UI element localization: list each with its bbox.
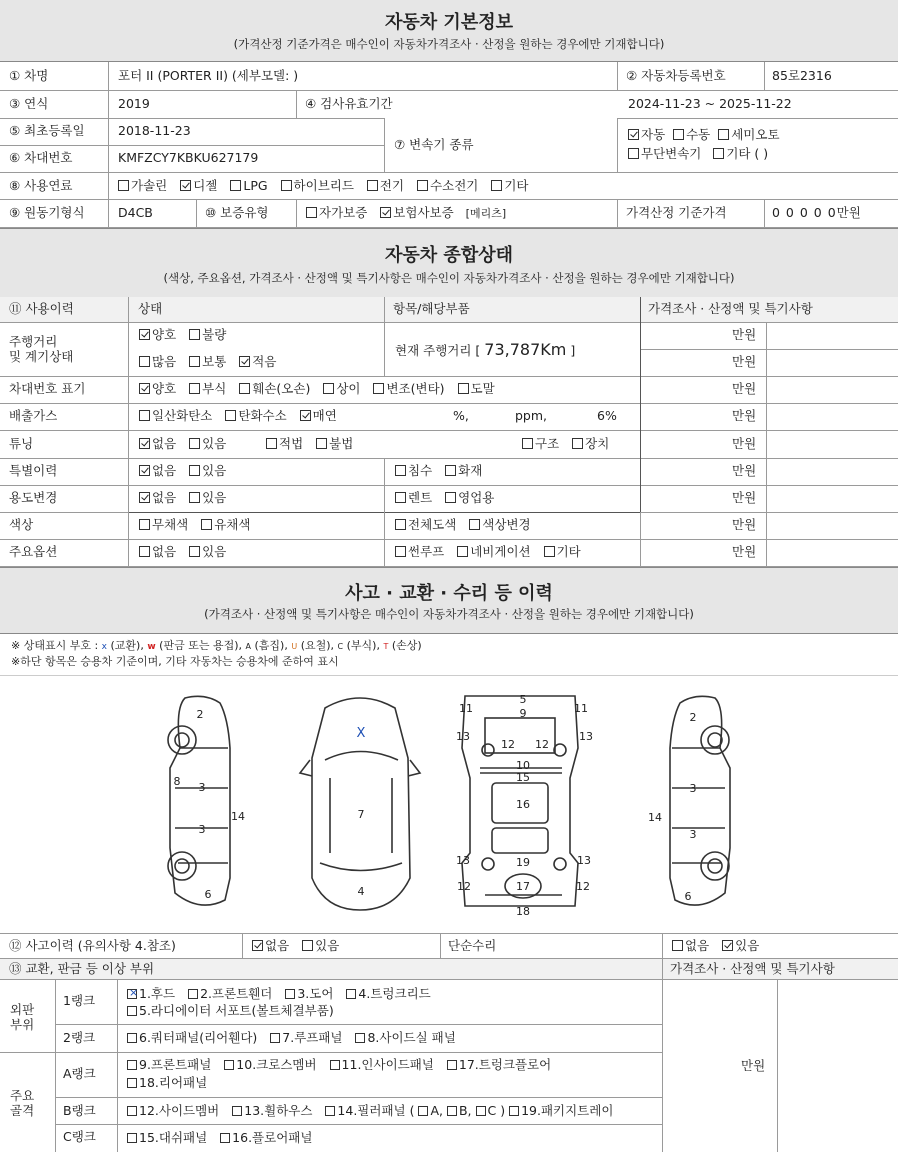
part-trunk-lid-checkbox[interactable]: 4.트렁크리드 xyxy=(346,986,430,1001)
parts-header: ⑬ 교환, 판금 등 이상 부위 xyxy=(9,961,155,976)
diagram-label-left-8: 8 xyxy=(173,775,181,788)
diagram-label-under-11b: 11 xyxy=(574,702,588,715)
diagram-label-under-5: 5 xyxy=(519,693,527,706)
status-col-price: 가격조사 · 산정액 및 특기사항 xyxy=(648,301,813,316)
part-side-member-checkbox[interactable]: 12.사이드멤버 xyxy=(127,1103,219,1118)
fuel-other-checkbox[interactable]: 기타 xyxy=(491,178,528,193)
fuel-options xyxy=(118,180,538,193)
status-col-history: ⑪ 사용이력 xyxy=(9,301,74,316)
emission-label: 배출가스 xyxy=(9,408,58,423)
diagram-label-under-13a: 13 xyxy=(456,730,470,743)
trans-semiauto-checkbox[interactable]: 세미오토 xyxy=(718,127,779,142)
engine-value: D4CB xyxy=(118,205,153,220)
tuning-device-checkbox[interactable]: 장치 xyxy=(572,436,609,451)
diagram-label-top-7: 7 xyxy=(357,808,365,821)
special-fire-checkbox[interactable]: 화재 xyxy=(445,463,482,478)
part-dash-panel-checkbox[interactable]: 15.대쉬패널 xyxy=(127,1130,207,1145)
rankC-label: C랭크 xyxy=(63,1129,96,1144)
special-type-options xyxy=(395,465,482,478)
transmission-label: ⑦ 변속기 종류 xyxy=(394,137,474,152)
part-wheel-house-checkbox[interactable]: 13.휠하우스 xyxy=(232,1103,312,1118)
status-subtitle: (색상, 주요옵션, 가격조사 · 산정액 및 특기사항은 매수인이 자동차가격조사 · 산정을 원하는 경우에만 기재합니다) xyxy=(163,271,735,285)
usage-label: 용도변경 xyxy=(9,490,58,505)
warranty-insurer-checkbox[interactable]: 보험사보증 xyxy=(380,205,453,220)
color-change-checkbox[interactable]: 색상변경 xyxy=(469,517,530,532)
part-front-panel-checkbox[interactable]: 9.프론트패널 xyxy=(127,1057,211,1072)
diagram-label-under-15: 15 xyxy=(516,771,530,784)
price-unit-2: 만원 xyxy=(732,354,757,369)
mileage-good-checkbox[interactable]: 양호 xyxy=(139,327,176,342)
reg-no-value: 85로2316 xyxy=(772,68,832,83)
color-fullpaint-checkbox[interactable]: 전체도색 xyxy=(395,517,456,532)
status-col-items: 항목/해당부품 xyxy=(393,301,470,316)
option-navi-checkbox[interactable]: 네비게이션 xyxy=(457,544,530,559)
part-roof-panel-checkbox[interactable]: 7.루프패널 xyxy=(270,1030,342,1045)
diagram-label-under-18: 18 xyxy=(516,905,530,918)
diagram-label-left-3b: 3 xyxy=(198,823,206,836)
warranty-label: ⑩ 보증유형 xyxy=(205,205,269,220)
usage-yes-checkbox[interactable]: 있음 xyxy=(189,490,226,505)
rankC-items xyxy=(127,1132,312,1145)
vin-value: KMFZCY7KBKU627179 xyxy=(118,150,259,165)
frame-label: 주요 골격 xyxy=(10,1088,35,1118)
mileage-many-checkbox[interactable]: 많음 xyxy=(139,354,176,369)
emission-unit-ppm: ppm, xyxy=(515,408,548,423)
rank1-items xyxy=(127,988,431,1001)
pillar-c-checkbox[interactable]: C ) xyxy=(476,1103,506,1118)
part-hood-checkbox[interactable]: × 1.후드 xyxy=(127,986,175,1001)
color-type-options xyxy=(395,519,531,532)
rank1-label: 1랭크 xyxy=(63,993,96,1008)
trans-auto-checkbox[interactable]: 자동 xyxy=(628,127,665,142)
part-package-tray-checkbox[interactable]: 19.패키지트레이 xyxy=(509,1103,613,1118)
special-options xyxy=(139,465,226,478)
basic-info-title: 자동차 기본정보 xyxy=(385,12,513,33)
mileage-label: 주행거리 및 계기상태 xyxy=(9,334,74,364)
rankA-label: A랭크 xyxy=(63,1066,96,1081)
tuning-yes-checkbox[interactable]: 있음 xyxy=(189,436,226,451)
mileage-bad-checkbox[interactable]: 불량 xyxy=(189,327,226,342)
diagram-label-under-10: 10 xyxy=(516,759,530,772)
part-cross-member-checkbox[interactable]: 10.크로스멤버 xyxy=(224,1057,316,1072)
mileage-state-row2 xyxy=(139,356,276,369)
rank1-items-2 xyxy=(127,1005,334,1018)
accident-history-label: ⑫ 사고이력 (유의사항 4.참조) xyxy=(9,938,176,953)
parts-header-price: 가격조사 · 산정액 및 특기사항 xyxy=(670,961,835,976)
reg-no-label: ② 자동차등록번호 xyxy=(626,68,726,83)
diagram-label-under-9: 9 xyxy=(519,707,527,720)
diagram-label-under-12d: 12 xyxy=(576,880,590,893)
accident-history-options xyxy=(252,940,339,953)
repair-none-checkbox[interactable]: 없음 xyxy=(672,938,709,953)
vin-label: ⑥ 차대번호 xyxy=(9,150,73,165)
first-reg-label: ⑤ 최초등록일 xyxy=(9,123,85,138)
color-achromatic-checkbox[interactable]: 무채색 xyxy=(139,517,188,532)
repair-yes-checkbox[interactable]: 있음 xyxy=(722,938,759,953)
diagram-label-left-14: 14 xyxy=(231,810,245,823)
rankA-items xyxy=(127,1059,551,1072)
price-label: 가격산정 기준가격 xyxy=(626,205,727,220)
emission-smoke-value: 6% xyxy=(597,408,617,423)
mileage-few-checkbox[interactable]: 적음 xyxy=(239,354,276,369)
option-yes-checkbox[interactable]: 있음 xyxy=(189,544,226,559)
warranty-self-checkbox[interactable]: 자가보증 xyxy=(306,205,367,220)
fuel-label: ⑧ 사용연료 xyxy=(9,178,73,193)
emission-co-checkbox[interactable]: 일산화탄소 xyxy=(139,408,212,423)
fuel-gasoline-checkbox[interactable]: 가솔린 xyxy=(118,178,167,193)
diagram-label-under-17: 17 xyxy=(516,880,530,893)
fuel-hybrid-checkbox[interactable]: 하이브리드 xyxy=(281,178,354,193)
special-label: 특별이력 xyxy=(9,463,58,478)
special-yes-checkbox[interactable]: 있음 xyxy=(189,463,226,478)
diagram-label-under-12a: 12 xyxy=(501,738,515,751)
car-name-value: 포터 II (PORTER II) (세부모델: ) xyxy=(118,68,299,83)
mileage-value: 73,787Km xyxy=(484,340,567,359)
diagram-label-under-12c: 12 xyxy=(457,880,471,893)
option-sunroof-checkbox[interactable]: 썬루프 xyxy=(395,544,444,559)
price-unit-1: 만원 xyxy=(732,327,757,342)
year-value: 2019 xyxy=(118,96,150,111)
accident-yes-checkbox[interactable]: 있음 xyxy=(302,938,339,953)
parts-price-unit: 만원 xyxy=(741,1058,766,1073)
price-unit-6: 만원 xyxy=(732,463,757,478)
basic-info-header xyxy=(0,0,898,62)
rankB-items xyxy=(127,1105,613,1118)
vin-damaged-checkbox[interactable]: 훼손(오손) xyxy=(239,381,310,396)
basic-info-subtitle: (가격산정 기준가격은 매수인이 자동차가격조사 · 산정을 원하는 경우에만 기재합니다) xyxy=(233,37,665,51)
part-front-fender-checkbox[interactable]: 2.프론트휀더 xyxy=(188,986,272,1001)
accident-none-checkbox[interactable]: 없음 xyxy=(252,938,289,953)
usage-type-options xyxy=(395,492,494,505)
emission-hc-checkbox[interactable]: 탄화수소 xyxy=(225,408,286,423)
diagram-label-right-6: 6 xyxy=(684,890,692,903)
price-unit-4: 만원 xyxy=(732,408,757,423)
part-quarter-panel-checkbox[interactable]: 6.쿼터패널(리어휀다) xyxy=(127,1030,257,1045)
car-left-side xyxy=(170,696,230,905)
legend-line2: ※하단 항목은 승용차 기준이며, 기타 자동차는 승용차에 준하여 표시 xyxy=(11,655,339,668)
diagram-label-right-3b: 3 xyxy=(689,828,697,841)
color-label: 색상 xyxy=(9,517,34,532)
engine-label: ⑨ 원동기형식 xyxy=(9,205,85,220)
price-unit-9: 만원 xyxy=(732,544,757,559)
part-radiator-support-checkbox[interactable]: 5.라디에이터 서포트(볼트체결부품) xyxy=(127,1003,334,1018)
emission-options xyxy=(139,410,337,423)
diagram-label-under-19: 19 xyxy=(516,856,530,869)
part-inside-panel-checkbox[interactable]: 11.인사이드패널 xyxy=(330,1057,434,1072)
diagram-label-left-3a: 3 xyxy=(198,781,206,794)
mileage-state-row1 xyxy=(139,329,226,342)
vin-painted-checkbox[interactable]: 도말 xyxy=(458,381,495,396)
mileage-reading: 현재 주행거리 [ 73,787Km ] xyxy=(395,340,576,359)
simple-repair-label: 단순수리 xyxy=(448,938,497,953)
usage-business-checkbox[interactable]: 영업용 xyxy=(445,490,494,505)
tuning-label: 튜닝 xyxy=(9,436,34,451)
outer-panel-label: 외판 부위 xyxy=(10,1002,35,1032)
diagram-label-left-2: 2 xyxy=(196,708,204,721)
tuning-structure-checkbox[interactable]: 구조 xyxy=(522,436,559,451)
usage-none-checkbox[interactable]: 없음 xyxy=(139,490,176,505)
tuning-none-checkbox[interactable]: 없음 xyxy=(139,436,176,451)
trans-other-checkbox[interactable]: 기타 ( ) xyxy=(713,146,768,161)
rankA-items-2 xyxy=(127,1077,207,1090)
main-option-label: 주요옵션 xyxy=(9,544,58,559)
trans-cvt-checkbox[interactable]: 무단변속기 xyxy=(628,146,701,161)
fuel-electric-checkbox[interactable]: 전기 xyxy=(367,178,404,193)
emission-smoke-checkbox[interactable]: 매연 xyxy=(300,408,337,423)
vin-mark-options xyxy=(139,383,495,396)
tuning-options xyxy=(139,438,226,451)
part-trunk-floor-checkbox[interactable]: 17.트렁크플로어 xyxy=(447,1057,551,1072)
accident-title: 사고 · 교환 · 수리 등 이력 xyxy=(345,583,553,604)
price-unit-8: 만원 xyxy=(732,517,757,532)
year-label: ③ 연식 xyxy=(9,96,49,111)
pillar-a-checkbox[interactable]: A, xyxy=(418,1103,443,1118)
color-chromatic-checkbox[interactable]: 유채색 xyxy=(201,517,250,532)
price-unit-5: 만원 xyxy=(732,436,757,451)
fuel-lpg-checkbox[interactable]: LPG xyxy=(230,178,267,193)
option-other-checkbox[interactable]: 기타 xyxy=(544,544,581,559)
price-unit-7: 만원 xyxy=(732,490,757,505)
part-pillar-checkbox[interactable]: 14.필러패널 ( xyxy=(325,1103,414,1118)
vin-mark-label: 차대번호 표기 xyxy=(9,381,86,396)
car-damage-diagram xyxy=(150,688,750,918)
accident-header xyxy=(0,567,898,634)
simple-repair-options xyxy=(672,940,759,953)
trans-manual-checkbox[interactable]: 수동 xyxy=(673,127,710,142)
rank2-items xyxy=(127,1032,456,1045)
main-option-type-options xyxy=(395,546,581,559)
option-none-checkbox[interactable]: 없음 xyxy=(139,544,176,559)
vin-mismatch-checkbox[interactable]: 상이 xyxy=(323,381,360,396)
transmission-options-row2 xyxy=(628,148,768,161)
diagram-label-under-13c: 13 xyxy=(456,854,470,867)
vin-good-checkbox[interactable]: 양호 xyxy=(139,381,176,396)
fuel-hydrogen-checkbox[interactable]: 수소전기 xyxy=(417,178,478,193)
diagram-label-under-11a: 11 xyxy=(459,702,473,715)
price-unit-3: 만원 xyxy=(732,381,757,396)
status-header xyxy=(0,228,898,298)
tuning-illegal-checkbox[interactable]: 불법 xyxy=(316,436,353,451)
status-col-state: 상태 xyxy=(138,301,163,316)
usage-rent-checkbox[interactable]: 렌트 xyxy=(395,490,432,505)
emission-unit-pct: %, xyxy=(453,408,469,423)
diagram-label-top-4: 4 xyxy=(357,885,365,898)
diagram-label-left-6: 6 xyxy=(204,888,212,901)
diagram-mark-x: X xyxy=(356,726,366,741)
diagram-label-right-3a: 3 xyxy=(689,782,697,795)
vin-altered-checkbox[interactable]: 변조(변타) xyxy=(373,381,444,396)
diagram-label-under-16: 16 xyxy=(516,798,530,811)
pillar-b-checkbox[interactable]: B, xyxy=(447,1103,472,1118)
status-title: 자동차 종합상태 xyxy=(385,245,513,266)
color-options xyxy=(139,519,250,532)
tuning-legal-options xyxy=(266,438,353,451)
legend-line1: ※ 상태표시 부호 : x (교환), w (판금 또는 용접), A (흠집), U (요철), C (부식), T (손상) xyxy=(11,639,422,652)
accident-subtitle: (가격조사 · 산정액 및 특기사항은 매수인이 자동차가격조사 · 산정을 원하는 경우에만 기재합니다) xyxy=(204,607,694,621)
warranty-note: [메리츠] xyxy=(465,207,507,220)
diagram-label-under-12b: 12 xyxy=(535,738,549,751)
special-flood-checkbox[interactable]: 침수 xyxy=(395,463,432,478)
warranty-options xyxy=(306,207,506,220)
diagram-label-under-13b: 13 xyxy=(579,730,593,743)
diagram-label-right-2: 2 xyxy=(689,711,697,724)
fuel-diesel-checkbox[interactable]: 디젤 xyxy=(180,178,217,193)
special-none-checkbox[interactable]: 없음 xyxy=(139,463,176,478)
tuning-legal-checkbox[interactable]: 적법 xyxy=(266,436,303,451)
car-name-label: ① 차명 xyxy=(9,68,49,83)
diagram-label-under-13d: 13 xyxy=(577,854,591,867)
part-door-checkbox[interactable]: 3.도어 xyxy=(285,986,333,1001)
part-rear-panel-checkbox[interactable]: 18.리어패널 xyxy=(127,1075,207,1090)
vin-corrosion-checkbox[interactable]: 부식 xyxy=(189,381,226,396)
tuning-type-options xyxy=(522,438,609,451)
part-floor-panel-checkbox[interactable]: 16.플로어패널 xyxy=(220,1130,312,1145)
transmission-options-row1 xyxy=(628,129,780,142)
rankB-label: B랭크 xyxy=(63,1103,96,1118)
mileage-normal-checkbox[interactable]: 보통 xyxy=(189,354,226,369)
inspection-value: 2024-11-23 ~ 2025-11-22 xyxy=(628,96,792,111)
price-value: 0 0 0 0 0만원 xyxy=(772,205,861,220)
usage-options xyxy=(139,492,226,505)
diagram-label-right-14: 14 xyxy=(648,811,662,824)
first-reg-value: 2018-11-23 xyxy=(118,123,191,138)
main-option-options xyxy=(139,546,226,559)
part-side-sill-checkbox[interactable]: 8.사이드실 패널 xyxy=(355,1030,455,1045)
inspection-label: ④ 검사유효기간 xyxy=(305,96,393,111)
rank2-label: 2랭크 xyxy=(63,1030,96,1045)
